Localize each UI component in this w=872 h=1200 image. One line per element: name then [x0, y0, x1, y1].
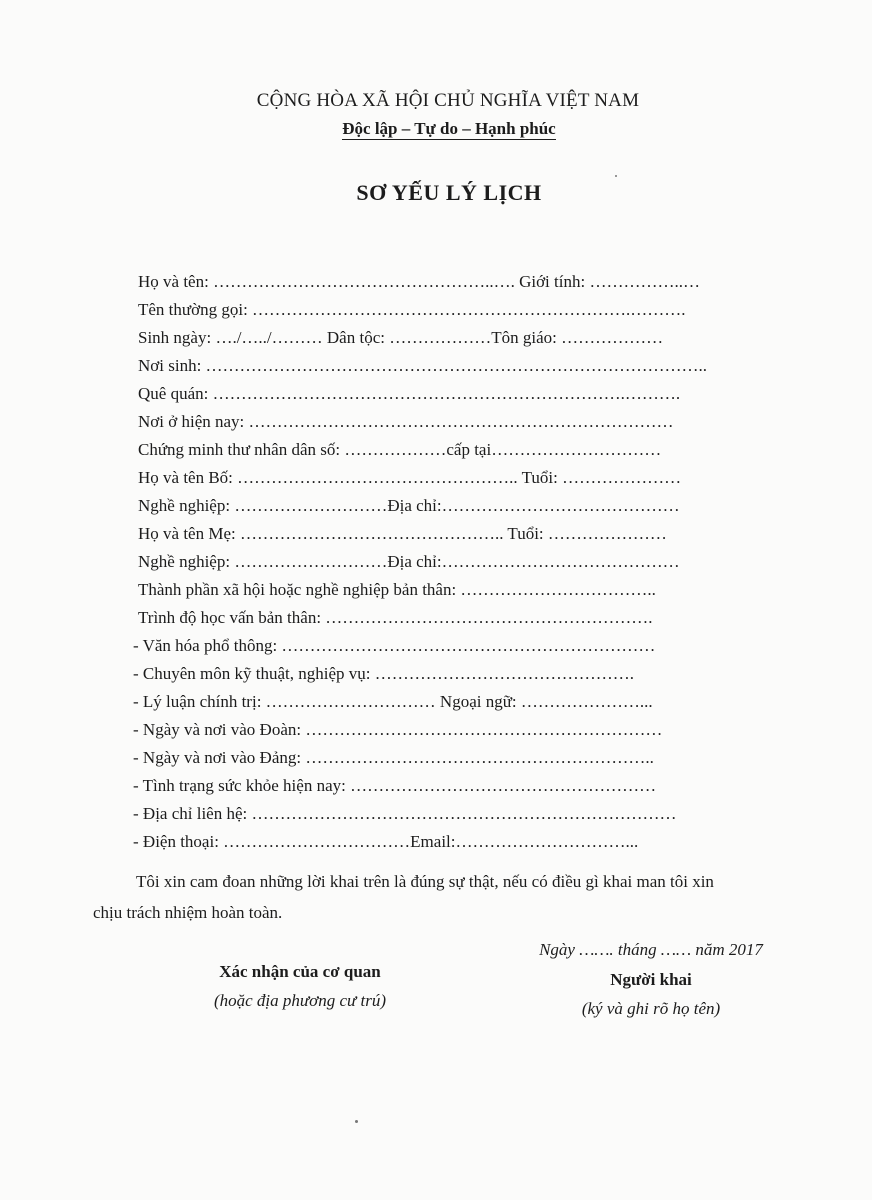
field-birthplace: Nơi sinh: …………………………………………………………………………….. [138, 356, 708, 375]
field-nickname: Tên thường gọi: ………………………………………………………….………. [138, 300, 686, 319]
agency-confirmation-note: (hoặc địa phương cư trú) [213, 991, 387, 1010]
field-birth-ethnicity-religion: Sinh ngày: …./…../……… Dân tộc: ………………Tôn giáo: ……………… [138, 328, 664, 347]
field-political-foreign-language: - Lý luận chính trị: ………………………… Ngoại ngữ: …………………... [133, 692, 653, 711]
field-general-education: - Văn hóa phổ thông: ………………………………………………………… [133, 636, 656, 655]
form-title: SƠ YẾU LÝ LỊCH [356, 180, 542, 205]
declaration-line-2: chịu trách nhiệm hoàn toàn. [93, 903, 283, 922]
field-father-name: Họ và tên Bố: ………………………………………….. Tuổi: ………………… [138, 468, 682, 487]
field-current-address: Nơi ở hiện nay: ………………………………………………………………… [138, 412, 674, 431]
field-father-job: Nghề nghiệp: ………………………Địa chỉ:…………………………………… [138, 496, 680, 515]
declarant-note: (ký và ghi rõ họ tên) [581, 999, 721, 1018]
field-education: Trình độ học vấn bản thân: …………………………………………………. [138, 608, 653, 627]
field-mother-name: Họ và tên Mẹ: ……………………………………….. Tuổi: ………………… [138, 524, 667, 543]
field-contact-address: - Địa chỉ liên hệ: ………………………………………………………………… [133, 804, 677, 823]
field-social-class: Thành phần xã hội hoặc nghề nghiệp bản thân: …………………………….. [138, 580, 656, 599]
field-technical: - Chuyên môn kỹ thuật, nghiệp vụ: ………………………………………. [133, 664, 635, 683]
field-health: - Tình trạng sức khỏe hiện nay: ……………………………………………… [133, 776, 657, 795]
declaration-line-1: Tôi xin cam đoan những lời khai trên là đúng sự thật, nếu có điều gì khai man tôi xin [136, 872, 714, 891]
agency-confirmation-title: Xác nhận của cơ quan [219, 962, 381, 981]
field-id-card: Chứng minh thư nhân dân số: ………………cấp tại………………………… [138, 440, 662, 459]
field-full-name: Họ và tên: …………………………………………..…. Giới tính: ……………..… [138, 272, 700, 291]
motto [0, 119, 872, 139]
field-youth-union: - Ngày và nơi vào Đoàn: ……………………………………………………… [133, 720, 663, 739]
declarant-title: Người khai [610, 970, 692, 989]
motto-text: Độc lập – Tự do – Hạnh phúc [342, 119, 556, 138]
field-mother-job: Nghề nghiệp: ………………………Địa chỉ:…………………………………… [138, 552, 680, 571]
field-hometown: Quê quán: ……………………………………………………………….………. [138, 384, 681, 403]
field-party: - Ngày và nơi vào Đảng: …………………………………………………….. [133, 748, 654, 767]
field-phone-email: - Điện thoại: ……………………………Email:…………………………... [133, 832, 639, 851]
scan-speck [355, 1120, 358, 1123]
scan-speck [615, 175, 617, 177]
national-header: CỘNG HÒA XÃ HỘI CHỦ NGHĨA VIỆT NAM [256, 90, 640, 111]
signature-date: Ngày ……. tháng …… năm 2017 [539, 940, 763, 959]
